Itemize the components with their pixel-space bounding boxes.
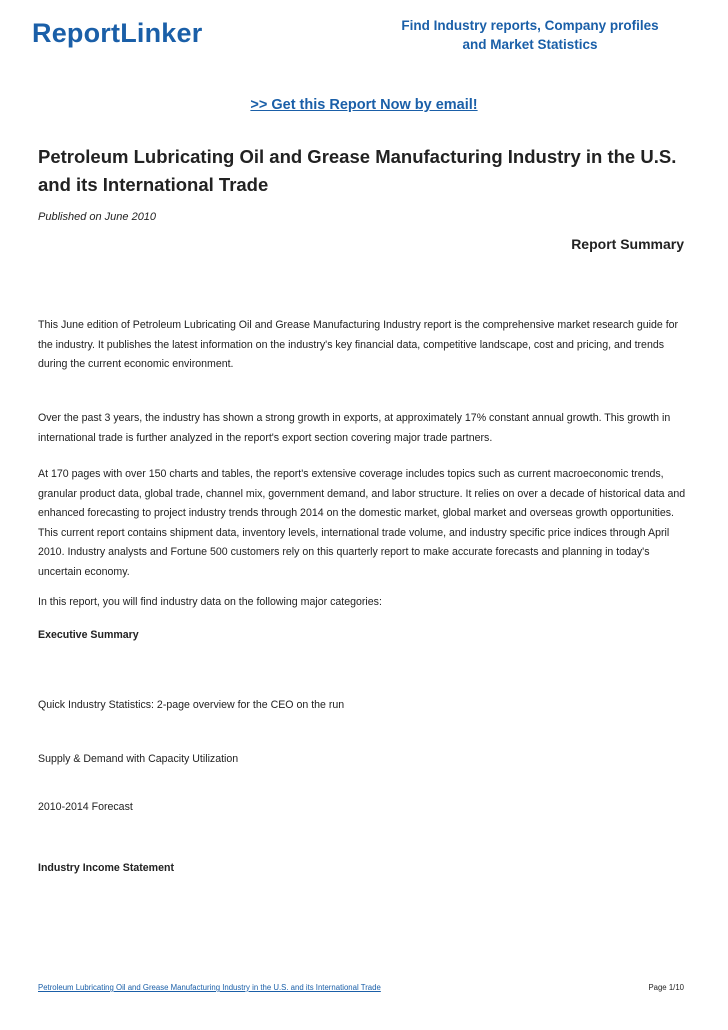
category-supply-demand: Supply & Demand with Capacity Utilization — [38, 753, 239, 765]
category-industry-income-statement: Industry Income Statement — [38, 862, 174, 874]
report-summary-heading: Report Summary — [571, 236, 684, 252]
tagline-line-2: and Market Statistics — [462, 37, 598, 52]
categories-intro: In this report, you will find industry data on the following major categories: — [38, 596, 382, 608]
reportlinker-logo[interactable]: ReportLinker — [32, 18, 203, 48]
header-tagline — [380, 16, 680, 54]
page-number: Page 1/10 — [648, 983, 684, 992]
footer-report-link[interactable]: Petroleum Lubricating Oil and Grease Manufacturing Industry in the U.S. and its International Trade — [38, 983, 381, 992]
get-report-email-link[interactable]: >> Get this Report Now by email! — [250, 97, 478, 113]
category-executive-summary: Executive Summary — [38, 629, 139, 641]
summary-paragraph-2: Over the past 3 years, the industry has shown a strong growth in exports, at approximately 17% constant annual growth. This growth in international trade is further analyzed in the report's export section covering major trade partners. — [38, 412, 671, 444]
category-quick-industry-statistics: Quick Industry Statistics: 2-page overview for the CEO on the run — [38, 699, 345, 711]
report-title: Petroleum Lubricating Oil and Grease Manufacturing Industry in the U.S. and its International Trade — [38, 146, 677, 195]
summary-paragraph-3: At 170 pages with over 150 charts and tables, the report's extensive coverage includes topics such as current macroeconomic trends, granular product data, global trade, channel mix, government demand, and labor structure. It relies on over a decade of historical data and enhanced forecasting to project industry trends through 2014 on the domestic market, global market and overseas growth opportunities. This current report contains shipment data, inventory levels, international trade volume, and industry specific price indices through April 2010. Industry analysts and Fortune 500 customers rely on this quarterly report to make accurate forecasts and planning in today's uncertain economy. — [38, 468, 686, 578]
tagline-line-1: Find Industry reports, Company profiles — [401, 18, 659, 33]
summary-paragraph-1: This June edition of Petroleum Lubricating Oil and Grease Manufacturing Industry report is the comprehensive market research guide for the industry. It publishes the latest information on the industry's key financial data, competitive landscape, cost and pricing, and trends during the current economic environment. — [38, 319, 679, 371]
category-forecast: 2010-2014 Forecast — [38, 801, 133, 813]
published-date: Published on June 2010 — [38, 211, 157, 223]
